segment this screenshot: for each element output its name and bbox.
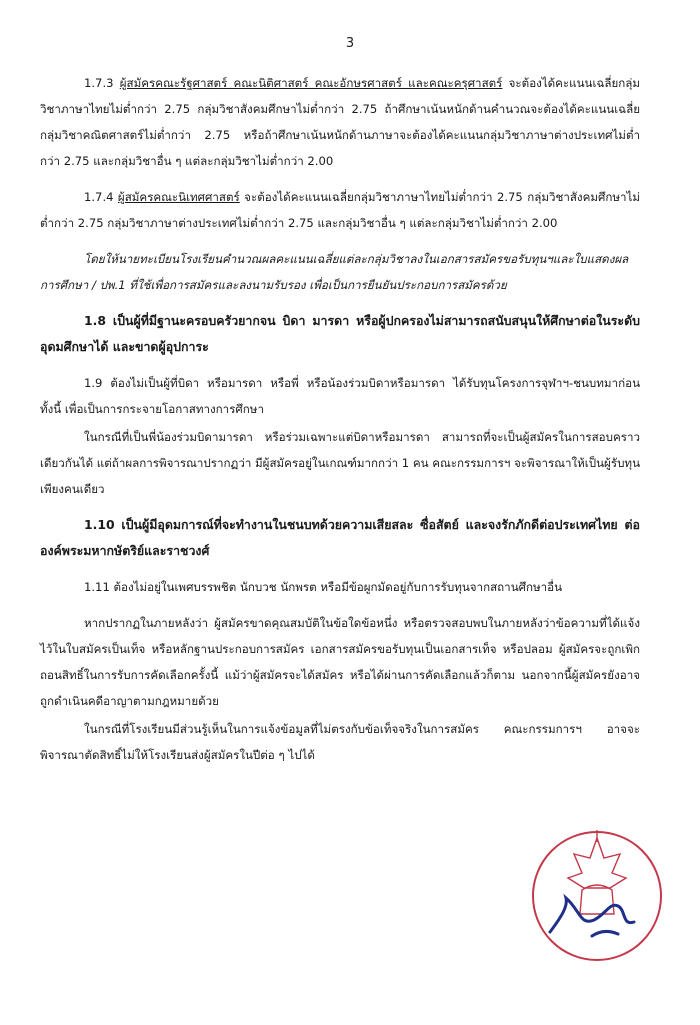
clause-1-11: 1.11 ต้องไม่อยู่ในเพศบรรพชิต นักบวช นักพรต หรือมีข้อผูกมัดอยู่กับการรับทุนจากสถานศึกษาอื่น (84, 580, 563, 594)
document-body (40, 70, 640, 778)
clause-1-9: 1.9 ต้องไม่เป็นผู้ที่บิดา หรือมารดา หรือพี่ หรือน้องร่วมบิดาหรือมารดา ได้รับทุนโครงการจุฬาฯ-ชนบทมาก่อน ทั้งนี้ เพื่อเป็นการกระจายโอกาสทางการศึกษา (40, 376, 640, 416)
page-number: 3 (345, 36, 355, 51)
clause-number: 1.7.4 (84, 190, 114, 204)
clause-number: 1.7.3 (84, 76, 114, 90)
disqualification-paragraph: หากปรากฏในภายหลังว่า ผู้สมัครขาดคุณสมบัติในข้อใดข้อหนึ่ง หรือตรวจสอบพบในภายหลังว่าข้อความที่ได้แจ้งไว้ในใบสมัครเป็นเท็จ หรือหลักฐานประกอบการสมัคร เอกสารสมัครขอรับทุนเป็นเอกสารเท็จ หรือปลอม ผู้สมัครจะถูกเพิกถอนสิทธิ์ในการรับการคัดเลือกครั้งนี้ แม้ว่าผู้สมัครจะได้สมัคร หรือได้ผ่านการคัดเลือกแล้วก็ตาม นอกจากนี้ผู้สมัครยังอาจถูกดำเนินคดีอาญาตามกฎหมายด้วย (40, 616, 640, 708)
clause-1-7-3 (40, 70, 640, 174)
school-liability-paragraph: ในกรณีที่โรงเรียนมีส่วนรู้เห็นในการแจ้งข้อมูลที่ไม่ตรงกับข้อเท็จจริงในการสมัคร คณะกรรมการฯ อาจจะพิจารณาตัดสิทธิ์ไม่ให้โรงเรียนส่งผู้สมัครในปีต่อ ๆ ไปได้ (40, 722, 640, 762)
clause-1-9-note: ในกรณีที่เป็นพี่น้องร่วมบิดามารดา หรือร่วมเฉพาะแต่บิดาหรือมารดา สามารถที่จะเป็นผู้สมัครในการสอบคราวเดียวกันได้ แต่ถ้าผลการพิจารณาปรากฏว่า มีผู้สมัครอยู่ในเกณฑ์มากกว่า 1 คน คณะกรรมการฯ จะพิจารณาให้เป็นผู้รับทุนเพียงคนเดียว (40, 430, 640, 496)
clause-1-10: 1.10 เป็นผู้มีอุดมการณ์ที่จะทำงานในชนบทด้วยความเสียสละ ซื่อสัตย์ และจงรักภักดีต่อประเทศไทย ต่อองค์พระมหากษัตริย์และราชวงศ์ (40, 517, 640, 558)
clause-heading: ผู้สมัครคณะนิเทศศาสตร์ (117, 190, 240, 204)
clause-1-8: 1.8 เป็นผู้ที่มีฐานะครอบครัวยากจน บิดา มารดา หรือผู้ปกครองไม่สามารถสนับสนุนให้ศึกษาต่อในระดับอุดมศึกษาได้ และขาดผู้อุปการะ (40, 313, 640, 354)
registrar-note: โดยให้นายทะเบียนโรงเรียนคำนวณผลคะแนนเฉลี่ยแต่ละกลุ่มวิชาลงในเอกสารสมัครขอรับทุนฯและใบแสดงผลการศึกษา / ปพ.1 ที่ใช้เพื่อการสมัครและลงนามรับรอง เพื่อเป็นการยืนยันประกอบการสมัครด้วย (40, 252, 629, 292)
clause-body: จะต้องได้คะแนนเฉลี่ยกลุ่มวิชาภาษาไทยไม่ต่ำกว่า 2.75 กลุ่มวิชาสังคมศึกษาไม่ต่ำกว่า 2.75 ถ้าศึกษาเน้นหนักด้านคำนวณจะต้องได้คะแนนเฉลี่ยกลุ่มวิชาคณิตศาสตร์ไม่ต่ำกว่า 2.75 หรือถ้าศึกษาเน้นหนักด้านภาษาจะต้องได้คะแนนกลุ่มวิชาภาษาต่างประเทศไม่ต่ำกว่า 2.75 และกลุ่มวิชาอื่น ๆ แต่ละกลุ่มวิชาไม่ต่ำกว่า 2.00 (40, 76, 641, 168)
clause-1-7-4 (40, 184, 640, 236)
clause-heading: ผู้สมัครคณะรัฐศาสตร์ คณะนิติศาสตร์ คณะอักษรศาสตร์ และคณะครุศาสตร์ (119, 76, 503, 90)
university-seal-icon (522, 818, 672, 968)
clause-body: จะต้องได้คะแนนเฉลี่ยกลุ่มวิชาภาษาไทยไม่ต่ำกว่า 2.75 กลุ่มวิชาสังคมศึกษาไม่ต่ำกว่า 2.75 กลุ่มวิชาภาษาต่างประเทศไม่ต่ำกว่า 2.75 และกลุ่มวิชาอื่น ๆ แต่ละกลุ่มวิชาไม่ต่ำกว่า 2.00 (40, 190, 640, 230)
